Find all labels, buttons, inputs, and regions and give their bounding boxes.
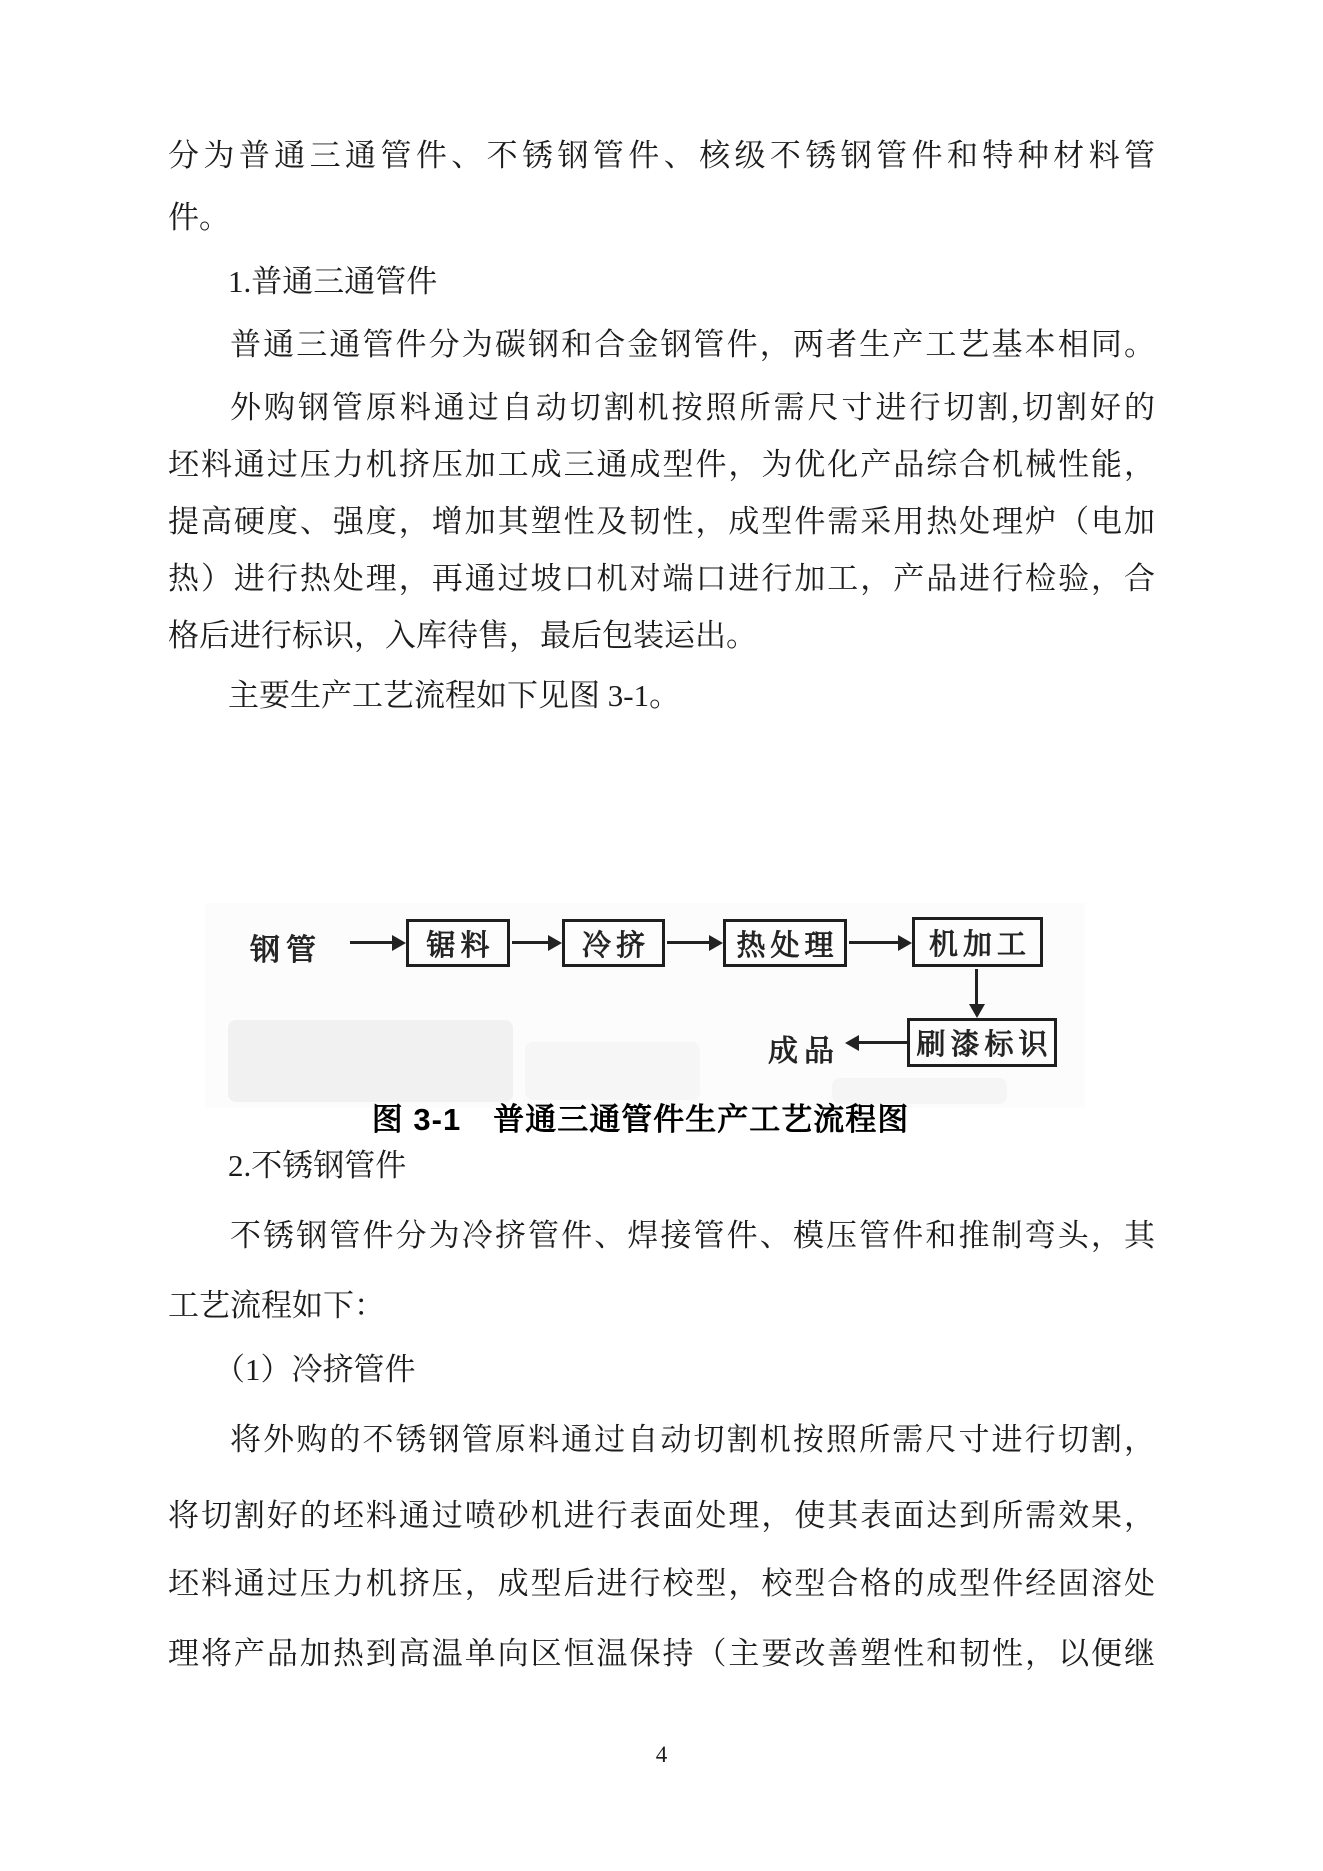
page-number: 4 xyxy=(655,1742,668,1767)
text-line: 外购钢管原料通过自动切割机按照所需尺寸进行切割,切割好的 xyxy=(230,390,1155,425)
heading-line: 2.不锈钢管件 xyxy=(228,1148,407,1183)
flow-step-box: 锯料 xyxy=(406,919,510,967)
text-line: 提高硬度、强度，增加其塑性及韧性，成型件需采用热处理炉（电加 xyxy=(168,504,1155,539)
scan-artifact xyxy=(525,1042,700,1100)
arrow-right-icon xyxy=(512,941,548,944)
arrow-left-icon xyxy=(859,1041,907,1044)
flow-step-box: 热处理 xyxy=(723,919,847,967)
text-line: 主要生产工艺流程如下见图 3-1。 xyxy=(228,678,681,713)
flow-step-box: 冷挤 xyxy=(562,919,665,967)
flow-step-box: 机加工 xyxy=(912,917,1043,967)
text-line: 将外购的不锈钢管原料通过自动切割机按照所需尺寸进行切割， xyxy=(230,1422,1155,1457)
flow-step-box: 刷漆标识 xyxy=(907,1018,1057,1067)
text-line: 坯料通过压力机挤压，成型后进行校型，校型合格的成型件经固溶处 xyxy=(168,1566,1155,1601)
text-line: 工艺流程如下： xyxy=(168,1288,385,1323)
text-line: 格后进行标识，入库待售，最后包装运出。 xyxy=(168,618,757,653)
text-line: 坯料通过压力机挤压加工成三通成型件，为优化产品综合机械性能， xyxy=(168,447,1155,482)
text-line: 件。 xyxy=(168,200,230,235)
arrow-right-icon xyxy=(667,941,709,944)
figure-caption: 图 3-1 普通三通管件生产工艺流程图 xyxy=(371,1102,910,1137)
text-line: 热）进行热处理，再通过坡口机对端口进行加工，产品进行检验，合 xyxy=(168,561,1155,596)
text-line: 普通三通管件分为碳钢和合金钢管件，两者生产工艺基本相同。 xyxy=(230,327,1155,362)
arrow-right-icon xyxy=(350,941,392,944)
text-line: 将切割好的坯料通过喷砂机进行表面处理，使其表面达到所需效果， xyxy=(168,1498,1155,1533)
arrow-right-icon xyxy=(849,941,898,944)
heading-line: （1）冷挤管件 xyxy=(214,1352,416,1387)
text-line: 分为普通三通管件、不锈钢管件、核级不锈钢管件和特种材料管 xyxy=(168,138,1155,173)
heading-line: 1.普通三通管件 xyxy=(228,264,438,299)
scan-artifact xyxy=(228,1020,513,1102)
text-line: 理将产品加热到高温单向区恒温保持（主要改善塑性和韧性，以便继 xyxy=(168,1636,1155,1671)
flow-input-label: 钢管 xyxy=(250,934,322,967)
text-line: 不锈钢管件分为冷挤管件、焊接管件、模压管件和推制弯头，其 xyxy=(230,1218,1155,1253)
arrow-down-icon xyxy=(975,969,978,1004)
flow-output-label: 成品 xyxy=(768,1035,840,1068)
